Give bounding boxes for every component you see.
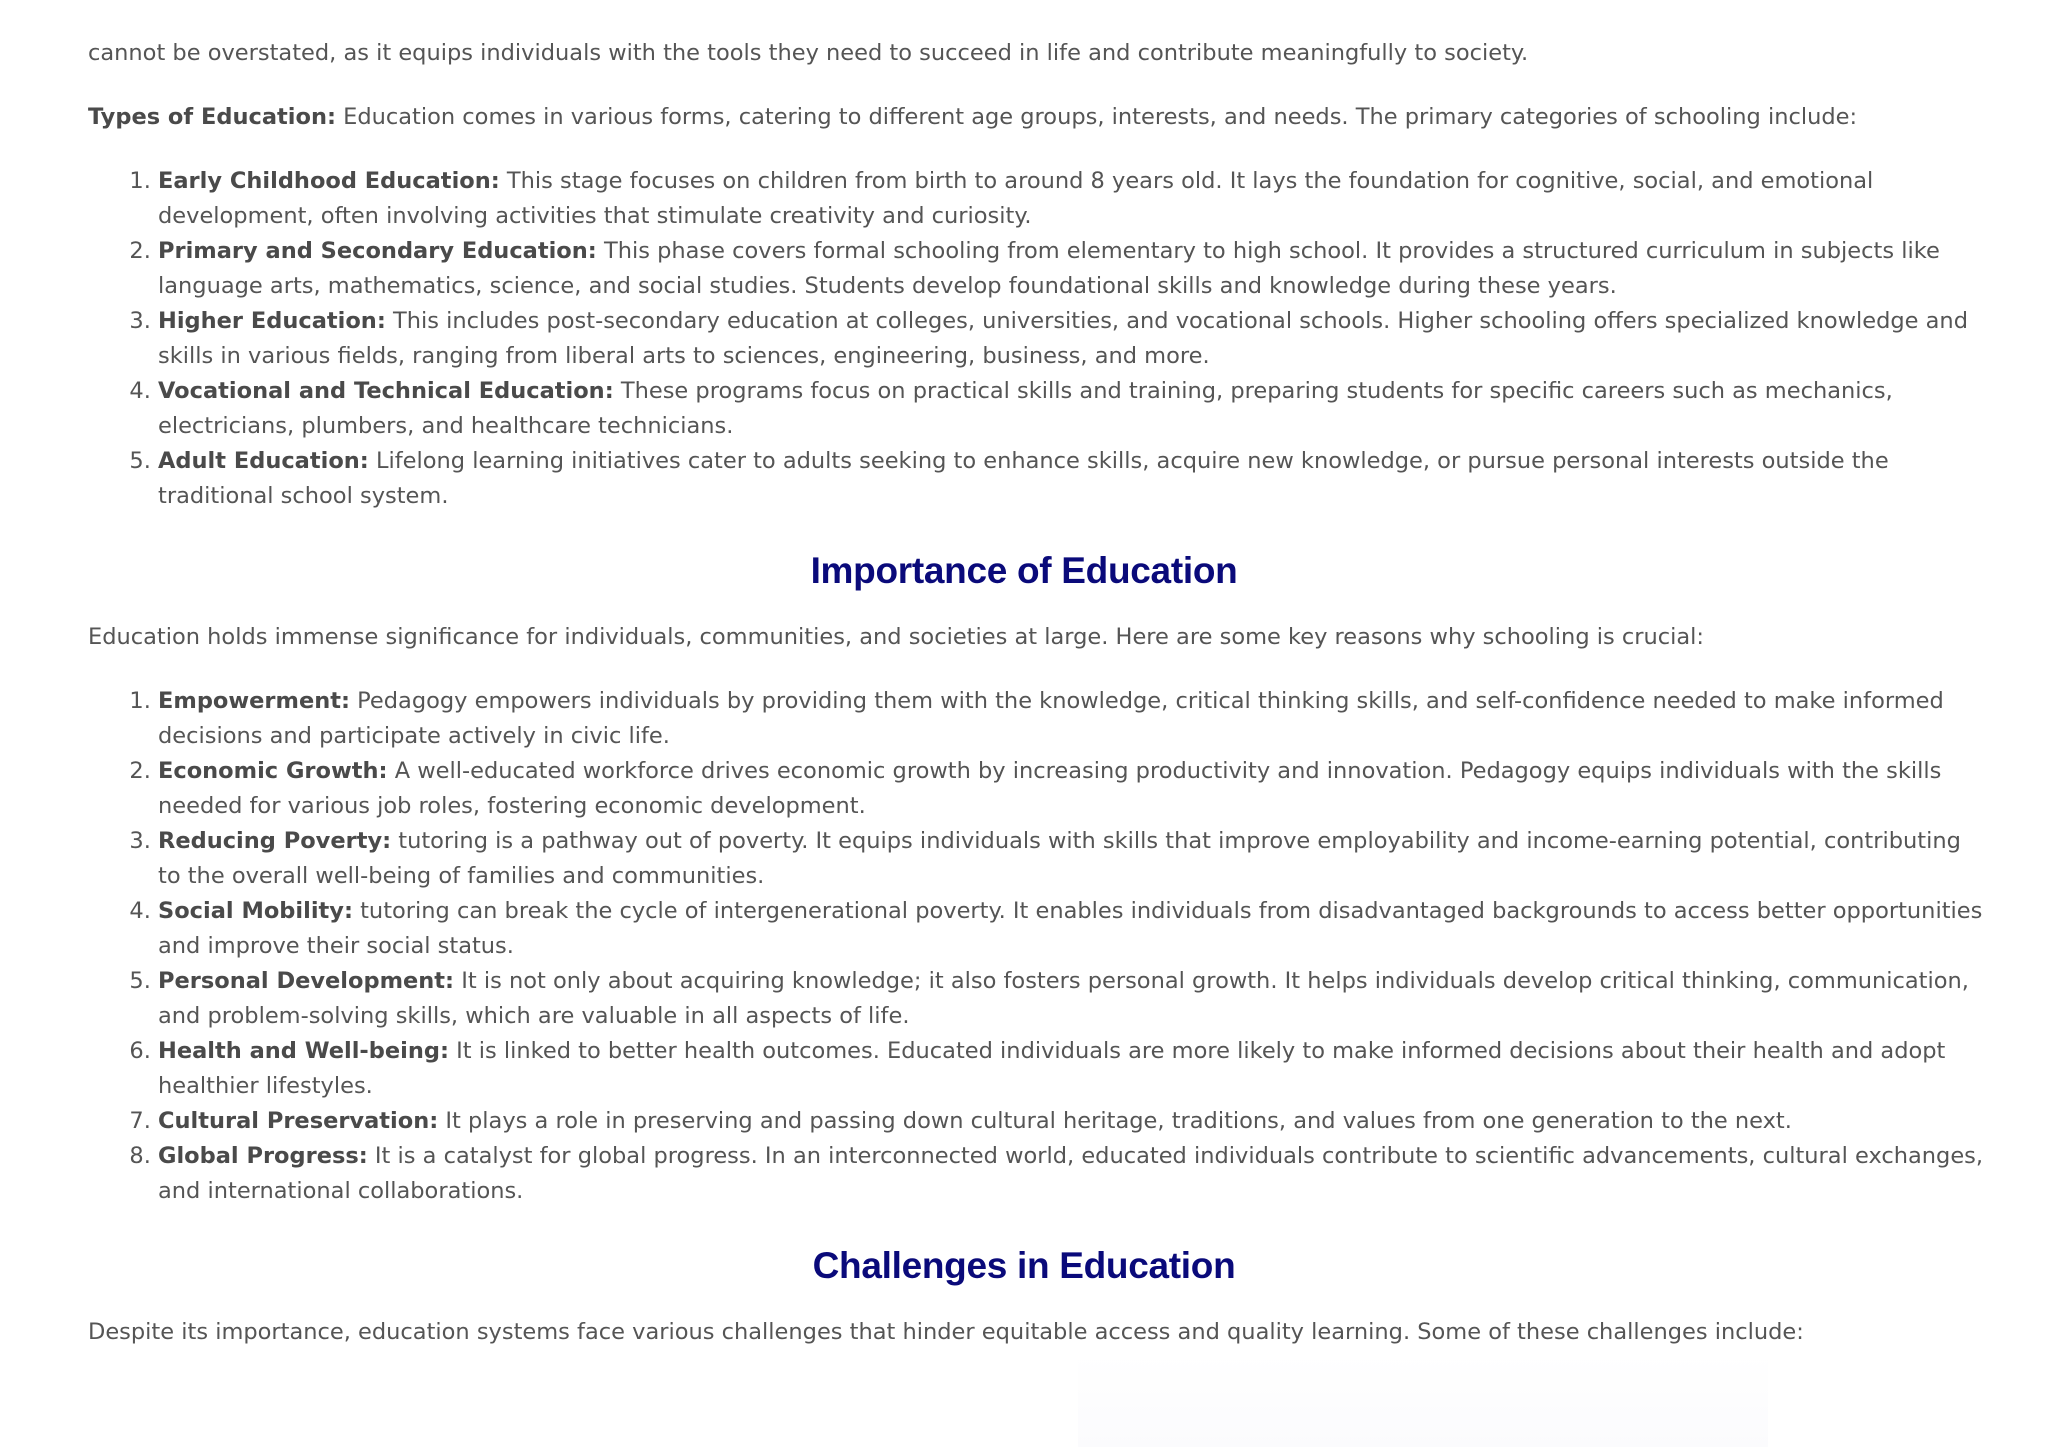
list-item [158, 444, 1988, 514]
list-item-term: Economic Growth: [158, 758, 388, 784]
list-item [158, 684, 1988, 754]
list-item-text: This includes post-secondary education at colleges, universities, and vocational schools. Higher schooling offers specialized knowledge and skills in various fields, ranging from liberal arts to sciences, engineering, business, and more. [158, 308, 1968, 369]
list-item [158, 304, 1988, 374]
list-item-term: Cultural Preservation: [158, 1108, 439, 1134]
challenges-intro-paragraph: Despite its importance, education systems face various challenges that hinder equitable access and quality learning. Some of these challenges include: [88, 1319, 1804, 1345]
list-item-text: It is not only about acquiring knowledge; it also fosters personal growth. It helps individuals develop critical thinking, communication, and problem-solving skills, which are valuable in all aspects of life. [158, 968, 1969, 1029]
list-item-text: These programs focus on practical skills and training, preparing students for specific careers such as mechanics, electricians, plumbers, and healthcare technicians. [158, 378, 1893, 439]
importance-list [88, 684, 1988, 1209]
list-item [158, 1034, 1988, 1104]
list-item-term: Adult Education: [158, 448, 369, 474]
list-item-term: Health and Well-being: [158, 1038, 449, 1064]
list-item-text: tutoring is a pathway out of poverty. It equips individuals with skills that improve employability and income-earning potential, contributing to the overall well-being of families and communities. [158, 828, 1961, 889]
list-item-text: Pedagogy empowers individuals by providing them with the knowledge, critical thinking skills, and self-confidence needed to make informed decisions and participate actively in civic life. [158, 688, 1944, 749]
types-label: Types of Education: [88, 104, 336, 130]
list-item [158, 1139, 1988, 1209]
list-item-term: Personal Development: [158, 968, 455, 994]
list-item-term: Vocational and Technical Education: [158, 378, 614, 404]
list-item [158, 894, 1988, 964]
list-item-text: tutoring can break the cycle of intergenerational poverty. It enables individuals from disadvantaged backgrounds to access better opportunities and improve their social status. [158, 898, 1983, 959]
types-list [88, 164, 1988, 514]
list-item [158, 754, 1988, 824]
list-item [158, 824, 1988, 894]
importance-heading: Importance of Education [810, 550, 1238, 591]
faded-image-placeholder [1078, 1354, 1768, 1447]
list-item [158, 374, 1988, 444]
article-content [88, 36, 1988, 1379]
list-item-text: This phase covers formal schooling from elementary to high school. It provides a structured curriculum in subjects like language arts, mathematics, science, and social studies. Students develop foundational skills and knowledge during these years. [158, 238, 1940, 299]
list-item-term: Early Childhood Education: [158, 168, 500, 194]
importance-intro-paragraph: Education holds immense significance for individuals, communities, and societies at large. Here are some key reasons why schooling is crucial: [88, 624, 1705, 650]
list-item-term: Primary and Secondary Education: [158, 238, 597, 264]
challenges-heading: Challenges in Education [812, 1245, 1236, 1286]
list-item-term: Empowerment: [158, 688, 350, 714]
list-item-text: It is a catalyst for global progress. In an interconnected world, educated individuals contribute to scientific advancements, cultural exchanges, and international collaborations. [158, 1143, 1984, 1204]
list-item-term: Reducing Poverty: [158, 828, 392, 854]
list-item [158, 964, 1988, 1034]
list-item [158, 1104, 1988, 1139]
list-item-text: It plays a role in preserving and passing down cultural heritage, traditions, and values from one generation to the next. [438, 1108, 1792, 1134]
list-item-text: This stage focuses on children from birth to around 8 years old. It lays the foundation for cognitive, social, and emotional development, often involving activities that stimulate creativity and curiosity. [158, 168, 1874, 229]
list-item-term: Social Mobility: [158, 898, 353, 924]
list-item-term: Higher Education: [158, 308, 386, 334]
list-item-text: Lifelong learning initiatives cater to adults seeking to enhance skills, acquire new knowledge, or pursue personal interests outside the traditional school system. [158, 448, 1889, 509]
lead-paragraph: cannot be overstated, as it equips individuals with the tools they need to succeed in life and contribute meaningfully to society. [88, 40, 1529, 66]
types-intro-text: Education comes in various forms, catering to different age groups, interests, and needs. The primary categories of schooling include: [335, 104, 1858, 130]
list-item-text: It is linked to better health outcomes. Educated individuals are more likely to make informed decisions about their health and adopt healthier lifestyles. [158, 1038, 1946, 1099]
list-item [158, 164, 1988, 234]
list-item-text: A well-educated workforce drives economic growth by increasing productivity and innovation. Pedagogy equips individuals with the skills needed for various job roles, fostering economic development. [158, 758, 1942, 819]
list-item-term: Global Progress: [158, 1143, 368, 1169]
list-item [158, 234, 1988, 304]
types-intro-paragraph [88, 100, 1988, 135]
